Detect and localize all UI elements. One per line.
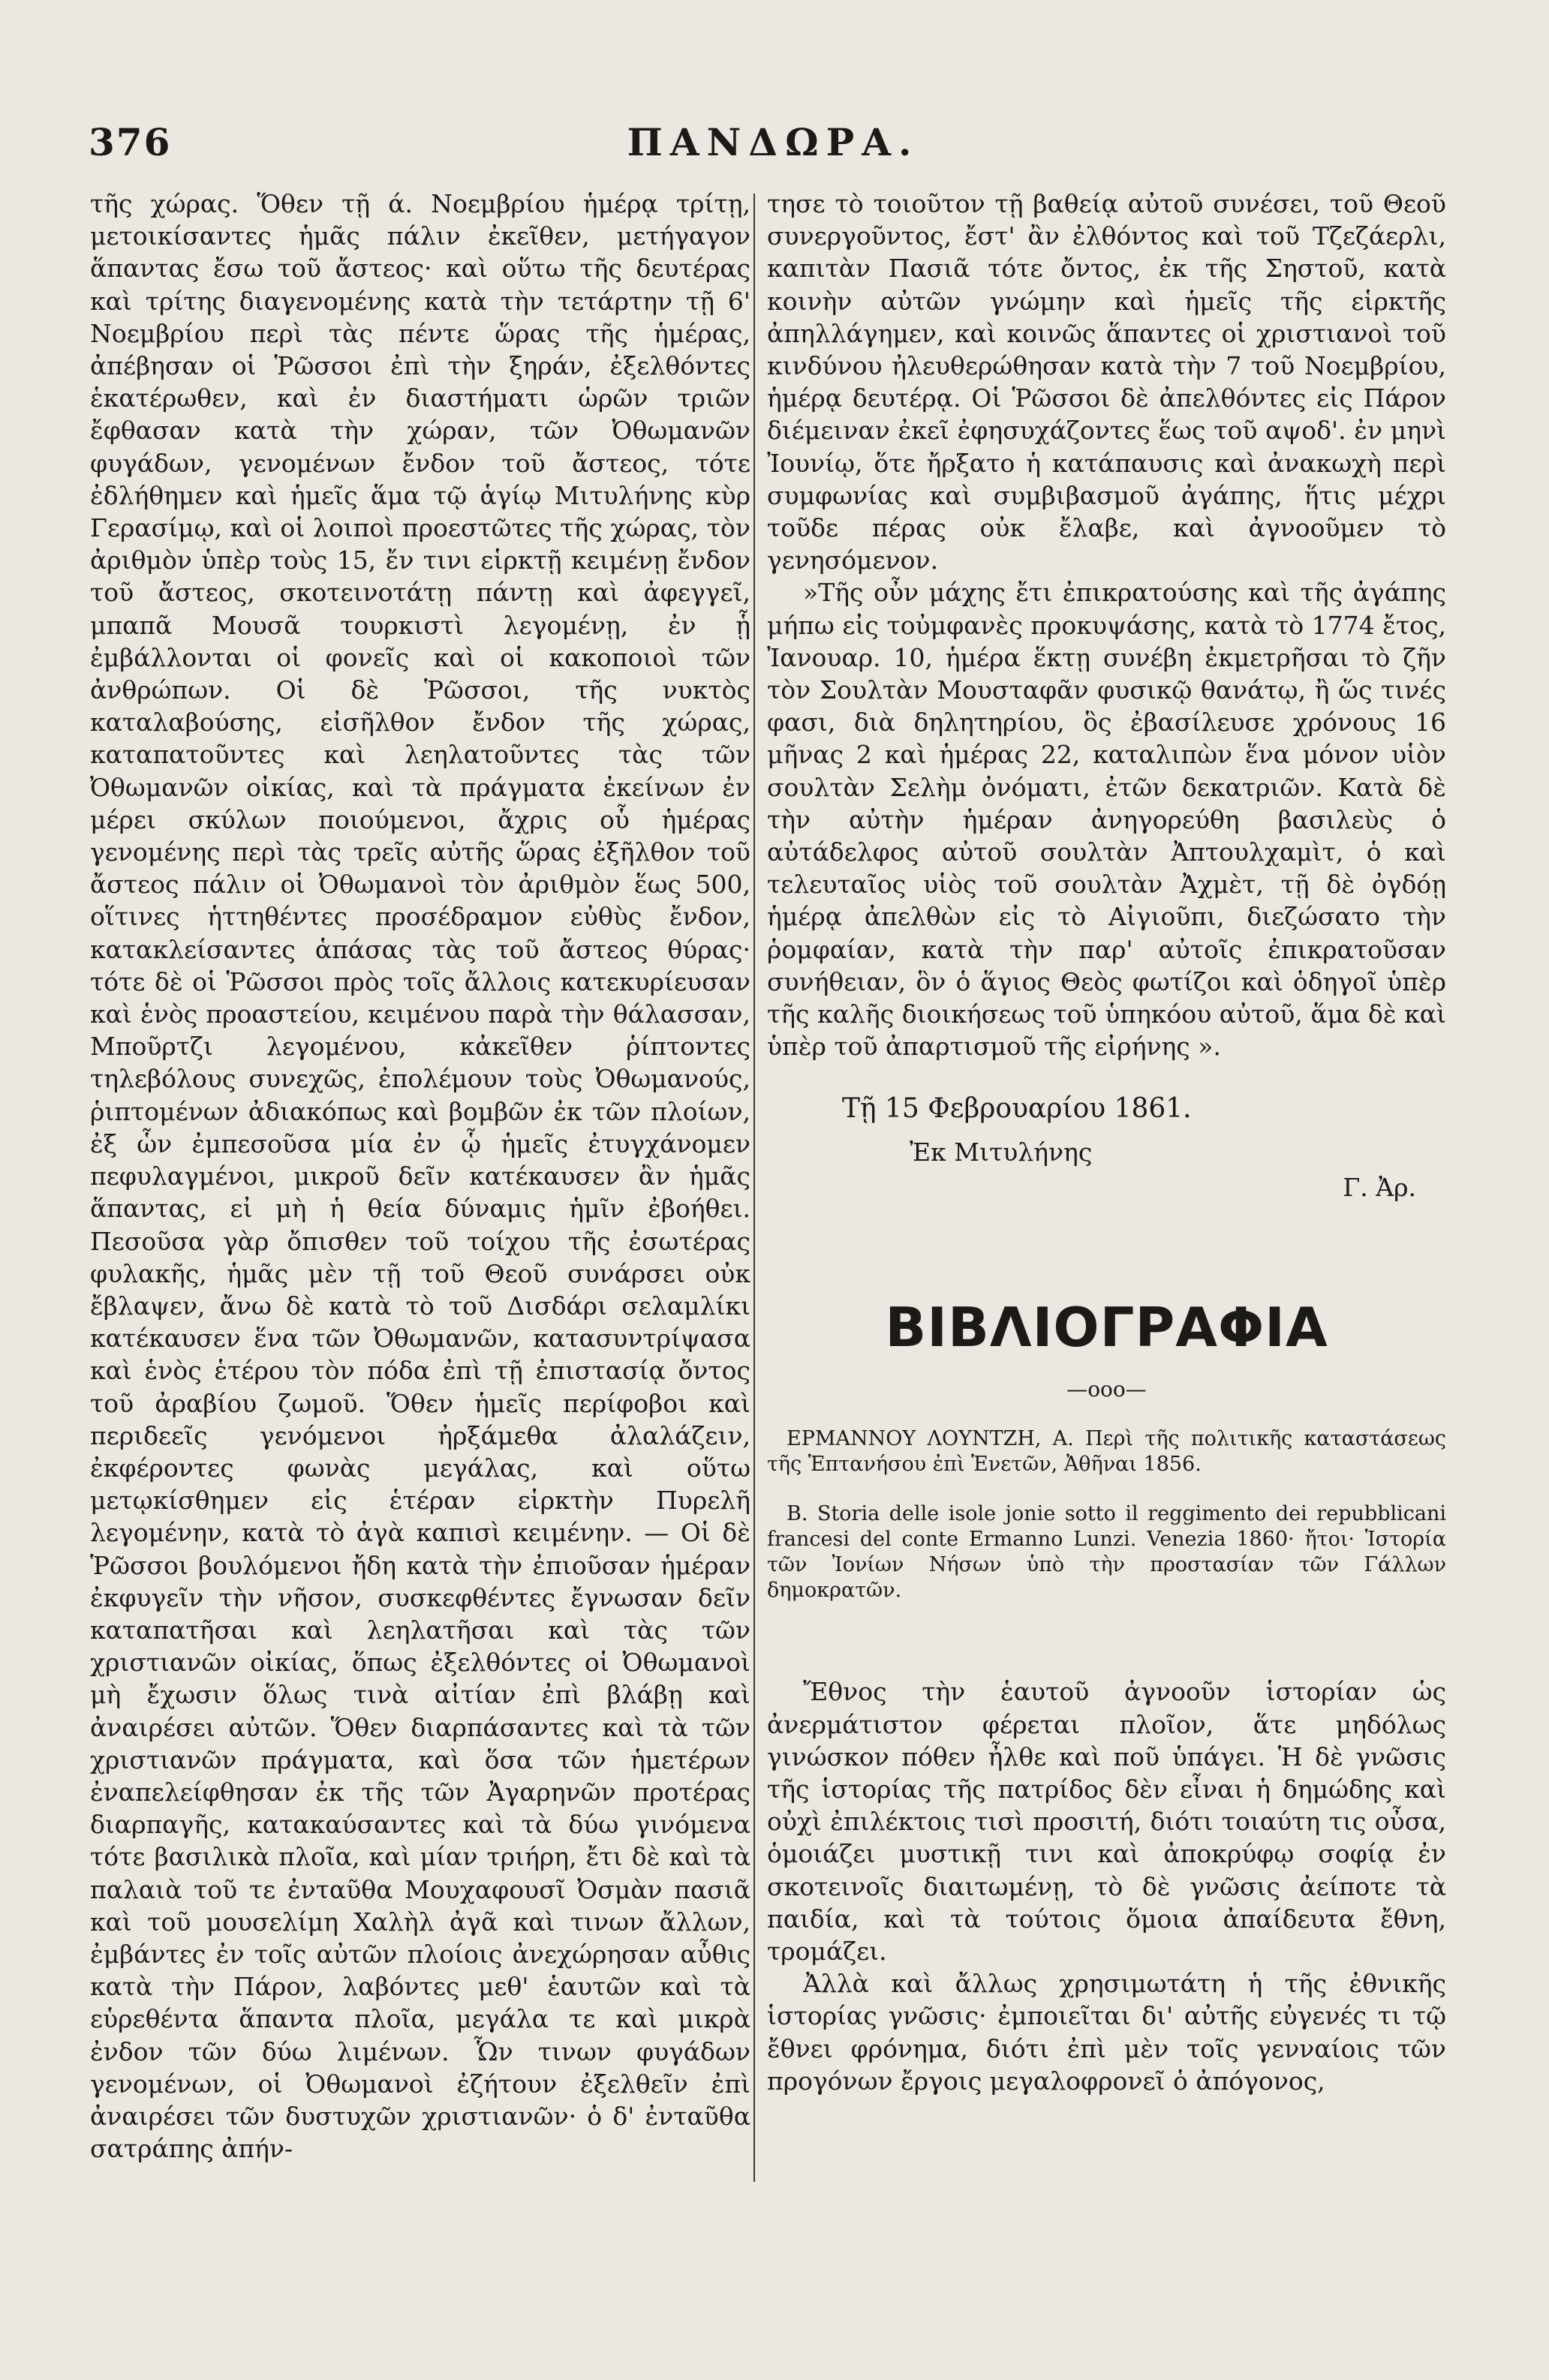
dateline: Τῇ 15 Φεβρουαρίου 1861. bbox=[842, 1093, 1192, 1125]
bibliography-entry: ΕΡΜΑΝΝΟΥ ΛΟΥΝΤΖΗ, Α. Περὶ τῆς πολιτικῆς καταστάσεως τῆς Ἑπτανήσου ἐπὶ Ἑνετῶν, Ἀθῆναι 1856. bbox=[767, 1427, 1446, 1477]
article-paragraph: τῆς χώρας. Ὅθεν τῇ ά. Νοεμβρίου ἡμέρᾳ τρίτῃ, μετοικίσαντες ἡμᾶς πάλιν ἐκεῖθεν, μετήγαγον ἅπαντας ἔσω τοῦ ἄστεος· καὶ οὕτω τῆς δευτέρας καὶ τρίτης διαγενομένης κατὰ τὴν τετάρτην τῇ 6' Νοεμβρίου περὶ τὰς πέντε ὥρας τῆς ἡμέρας, ἀπέβησαν οἱ Ῥῶσσοι ἐπὶ τὴν ξηράν, ἐξελθόντες ἑκατέρωθεν, καὶ ἐν διαστήματι ὡρῶν τριῶν ἔφθασαν κατὰ τὴν χώραν, τῶν Ὀθωμανῶν φυγάδων, γενομένων ἔνδον τοῦ ἄστεος, τότε ἐδλήθημεν καὶ ἡμεῖς ἅμα τῷ ἁγίῳ Μιτυλήνης κὺρ Γερασίμῳ, καὶ οἱ λοιποὶ προεστῶτες τῆς χώρας, τὸν ἀριθμὸν ὑπὲρ τοὺς 15, ἔν τινι εἱρκτῇ κειμένῃ ἔνδον τοῦ ἄστεος, σκοτεινοτάτῃ πάντῃ καὶ ἀφεγγεῖ, μπαπᾶ Μουσᾶ τουρκιστὶ λεγομένῃ, ἐν ᾗ ἐμβάλλονται οἱ φονεῖς καὶ οἱ κακοποιοὶ τῶν ἀνθρώπων. Οἱ δὲ Ῥῶσσοι, τῆς νυκτὸς καταλαβούσης, εἰσῆλθον ἔνδον τῆς χώρας, καταπατοῦντες καὶ λεηλατοῦντες τὰς τῶν Ὀθωμανῶν οἰκίας, καὶ τὰ πράγματα ἐκείνων ἐν μέρει σκύλων ποιούμενοι, ἄχρις οὗ ἡμέρας γενομένης περὶ τὰς τρεῖς αὐτῆς ὥρας ἐξῆλθον τοῦ ἄστεος πάλιν οἱ Ὀθωμανοὶ τὸν ἀριθμὸν ἕως 500, οἵτινες ἡττηθέντες προσέδραμον εὐθὺς ἔνδον, κατακλείσαντες ἁπάσας τὰς τοῦ ἄστεος θύρας· τότε δὲ οἱ Ῥῶσσοι πρὸς τοῖς ἄλλοις κατεκυρίευσαν καὶ ἑνὸς προαστείου, κειμένου παρὰ τὴν θάλασσαν, Μποῦρτζι λεγομένου, κἀκεῖθεν ῥίπτοντες τηλεβόλους συνεχῶς, ἐπολέμουν τοὺς Ὀθωμανούς, ῥιπτομένων ἀδιακόπως καὶ βομβῶν ἐκ τῶν πλοίων, ἐξ ὧν ἐμπεσοῦσα μία ἐν ᾧ ἡμεῖς ἐτυγχάνομεν πεφυλαγμένοι, μικροῦ δεῖν κατέκαυσεν ἂν ἡμᾶς ἅπαντας, εἰ μὴ ἡ θεία δύναμις ἡμῖν ἐβοήθει. Πεσοῦσα γὰρ ὄπισθεν τοῦ τοίχου τῆς ἐσωτέρας φυλακῆς, ἡμᾶς μὲν τῇ τοῦ Θεοῦ συνάρσει οὐκ ἔβλαψεν, ἄνω δὲ κατὰ τὸ τοῦ Δισδάρι σελαμλίκι κατέκαυσεν ἕνα τῶν Ὀθωμανῶν, κατασυντρίψασα καὶ ἑνὸς ἑτέρου τὸν πόδα ἐπὶ τῇ ἐπιστασίᾳ ὄντος τοῦ ἀραβίου ζωμοῦ. Ὅθεν ἡμεῖς περίφοβοι καὶ περιδεεῖς γενόμενοι ἠρξάμεθα ἀλαλάζειν, ἐκφέροντες φωνὰς μεγάλας, καὶ οὕτω μετῳκίσθημεν εἰς ἑτέραν εἱρκτὴν Πυρελῆ λεγομένην, κατὰ τὸ ἀγὰ καπισὶ κειμένην. — Οἱ δὲ Ῥῶσσοι βουλόμενοι ἤδη κατὰ τὴν ἐπιοῦσαν ἡμέραν ἐκφυγεῖν τὴν νῆσον, συσκεφθέντες ἔγνωσαν δεῖν καταπατῆσαι καὶ λεηλατῆσαι καὶ τὰς τῶν χριστιανῶν οἰκίας, ὅπως ἐξελθόντες οἱ Ὀθωμανοὶ μὴ ἔχωσιν ὅλως τινὰ αἰτίαν ἐπὶ βλάβῃ καὶ ἀναιρέσει αὐτῶν. Ὅθεν διαρπάσαντες καὶ τὰ τῶν χριστιανῶν πράγματα, καὶ ὅσα τῶν ἡμετέρων ἐναπελείφθησαν ἐκ τῆς τῶν Ἀγαρηνῶν προτέρας διαρπαγῆς, κατακαύσαντες καὶ τὰ δύω γινόμενα τότε βασιλικὰ πλοῖα, καὶ μίαν τριήρη, ἔτι δὲ καὶ τὰ παλαιὰ τοῦ τε ἐνταῦθα Μουχαφουσῖ Ὀσμὰν πασιᾶ καὶ τοῦ μουσελίμη Χαλὴλ ἀγᾶ καὶ τινων ἄλλων, ἐμβάντες ἐν τοῖς αὐτῶν πλοίοις ἀνεχώρησαν αὖθις κατὰ τὴν Πάρον, λαβόντες μεθ' ἑαυτῶν καὶ τὰ εὑρεθέντα ἅπαντα πλοῖα, μεγάλα τε καὶ μικρὰ ἐνδον τῶν δύω λιμένων. Ὧν τινων φυγάδων γενομένων, οἱ Ὀθωμανοὶ ἐζήτουν ἐξελθεῖν ἐπὶ ἀναιρέσει τῶν δυστυχῶν χριστιανῶν· ὁ δ' ἐνταῦθα σατράπης ἀπήν- bbox=[90, 189, 750, 2164]
author-signature: Γ. Ἀρ. bbox=[1343, 1172, 1416, 1202]
running-title: ΠΑΝΔΩΡΑ. bbox=[627, 120, 919, 164]
review-paragraph: Ἔθνος τὴν ἑαυτοῦ ἀγνοοῦν ἱστορίαν ὡς ἀνερμάτιστον φέρεται πλοῖον, ἅτε μηδόλως γινώσκον πόθεν ἦλθε καὶ ποῦ ὑπάγει. Ἡ δὲ γνῶσις τῆς ἱστορίας τῆς πατρίδος δὲν εἶναι ἡ δημώδης καὶ οὐχὶ ἐπιλέκτοις τισὶ προσιτή, διότι τοιαύτη τις οὖσα, ὁμοιάζει μυστικῇ τινι καὶ ἀποκρύφῳ σοφίᾳ ἐν σκοτεινοῖς διαιτωμένῃ, τὸ δὲ γνῶσις ἀείποτε τὰ παιδία, καὶ τὰ τούτοις ὅμοια ἀπαίδευτα ἔθνη, τρομάζει. bbox=[767, 1677, 1446, 1966]
article-paragraph: τησε τὸ τοιοῦτον τῇ βαθείᾳ αὐτοῦ συνέσει, τοῦ Θεοῦ συνεργοῦντος, ἔστ' ἂν ἐλθόντος καὶ τοῦ Τζεζάερλι, καπιτὰν Πασιᾶ τότε ὄντος, ἐκ τῆς Σηστοῦ, κατὰ κοινὴν αὐτῶν γνώμην καὶ ἡμεῖς τῆς εἱρκτῆς ἀπηλλάγημεν, καὶ κοινῶς ἅπαντες οἱ χριστιανοὶ τοῦ κινδύνου ἠλευθερώθησαν κατὰ τὴν 7 τοῦ Νοεμβρίου, ἡμέρᾳ δευτέρᾳ. Οἱ Ῥῶσσοι δὲ ἀπελθόντες εἰς Πάρον διέμειναν ἐκεῖ ἐφησυχάζοντες ἕως τοῦ αψοδ'. ἐν μηνὶ Ἰουνίῳ, ὅτε ἤρξατο ἡ κατάπαυσις καὶ ἀνακωχὴ περὶ συμφωνίας καὶ συμβιβασμοῦ ἀγάπης, ἥτις μέχρι τοῦδε πέρας οὐκ ἔλαβε, καὶ ἀγνοοῦμεν τὸ γενησόμενον. bbox=[767, 189, 1446, 575]
page-number: 376 bbox=[89, 120, 172, 164]
ornament-divider: —ooo— bbox=[1066, 1377, 1147, 1402]
column-divider bbox=[753, 194, 755, 2182]
section-title: ΒΙΒΛΙΟΓΡΑΦΙΑ bbox=[885, 1296, 1328, 1360]
review-paragraph: Ἀλλὰ καὶ ἄλλως χρησιμωτάτη ἡ τῆς ἐθνικῆς ἱστορίας γνῶσις· ἐμποιεῖται δι' αὐτῆς εὐγενές τι τῷ ἔθνει φρόνημα, διότι ἐπὶ μὲν τοῖς γενναίοις τῶν προγόνων ἔργοις μεγαλοφρονεῖ ὁ ἀπόγονος, bbox=[767, 1969, 1446, 2096]
left-column bbox=[90, 188, 750, 2165]
bibliography-entry: Β. Storia delle isole jonie sotto il reggimento dei repubblicani francesi del conte Ermanno Lunzi. Venezia 1860· ἤτοι· Ἱστορία τῶν Ἰονίων Νήσων ὑπὸ τὴν προστασίαν τῶν Γάλλων δημοκρατῶν. bbox=[767, 1502, 1446, 1603]
right-column bbox=[767, 188, 1446, 2097]
article-paragraph: »Τῆς οὖν μάχης ἔτι ἐπικρατούσης καὶ τῆς ἀγάπης μήπω εἰς τοὐμφανὲς προκυψάσης, κατὰ τὸ 1774 ἔτος, Ἰανουαρ. 10, ἡμέρα ἕκτῃ συνέβη ἐκμετρῆσαι τὸ ζῆν τὸν Σουλτὰν Μουσταφᾶν φυσικῷ θανάτῳ, ἢ ὥς τινές φασι, διὰ δηλητηρίου, ὃς ἐβασίλευσε χρόνους 16 μῆνας 2 καὶ ἡμέρας 22, καταλιπὼν ἕνα μόνον υἱὸν σουλτὰν Σελὴμ ὀνόματι, ἐτῶν δεκατριῶν. Κατὰ δὲ τὴν αὐτὴν ἡμέραν ἀνηγορεύθη βασιλεὺς ὁ αὐτάδελφος αὐτοῦ σουλτὰν Ἀπτουλχαμὶτ, ὁ καὶ τελευταῖος υἱὸς τοῦ σουλτὰν Ἀχμὲτ, τῇ δὲ ὀγδόῃ ἡμέρᾳ ἀπελθὼν εἰς τὸ Αἰγιοῦπι, διεζώσατο τὴν ῥομφαίαν, κατὰ τὴν παρ' αὐτοῖς ἐπικρατοῦσαν συνήθειαν, ὃν ὁ ἅγιος Θεὸς φωτίζοι καὶ ὁδηγοῖ ὑπὲρ τῆς καλῆς διοικήσεως τοῦ ὑπηκόου αὐτοῦ, ἅμα δὲ καὶ ὑπὲρ τοῦ ἀπαρτισμοῦ τῆς εἰρήνης ». bbox=[767, 578, 1446, 1062]
place-line: Ἐκ Μιτυλήνης bbox=[910, 1137, 1093, 1167]
